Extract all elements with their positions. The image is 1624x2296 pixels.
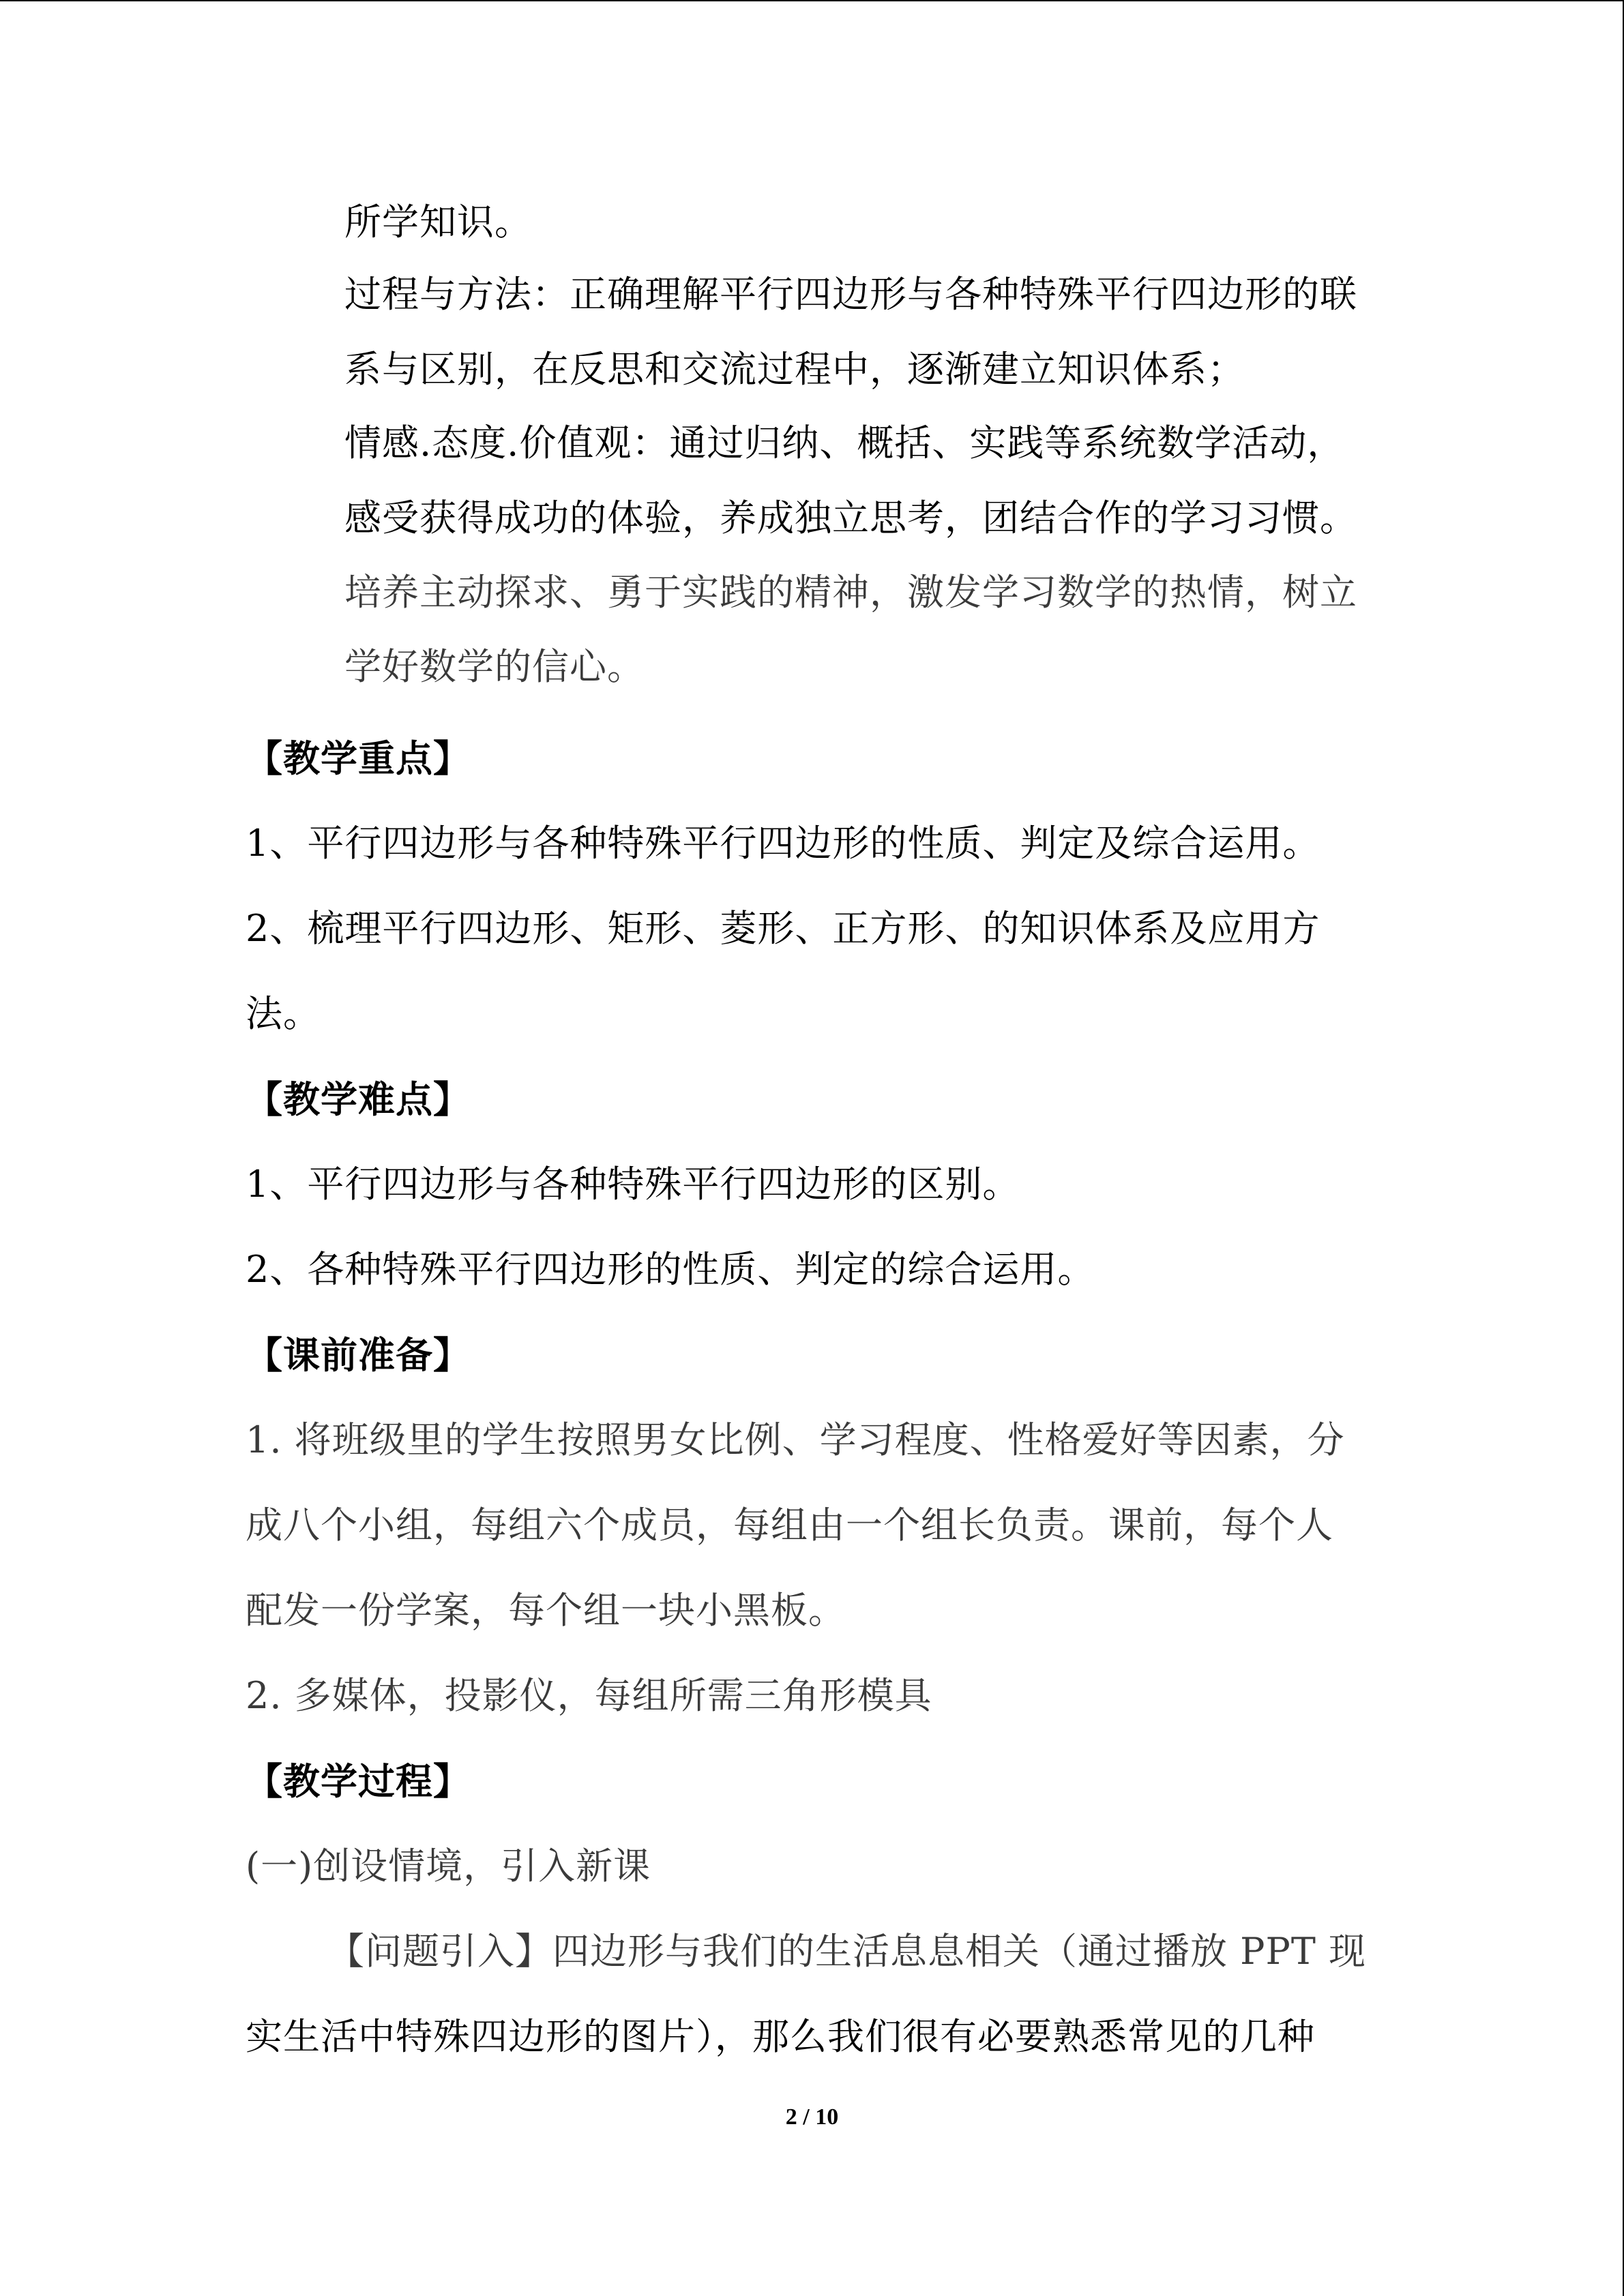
key-points-item-2-line-1: 2、梳理平行四边形、矩形、菱形、正方形、的知识体系及应用方: [246, 907, 1320, 950]
difficulties-item-1: 1、平行四边形与各种特殊平行四边形的区别。: [246, 1163, 1020, 1206]
difficulties-item-2: 2、各种特殊平行四边形的性质、判定的综合运用。: [246, 1248, 1095, 1291]
difficulties-heading: 【教学难点】: [246, 1077, 471, 1121]
page-number: 2 / 10: [785, 2104, 839, 2130]
preparation-item-2: 2. 多媒体，投影仪，每组所需三角形模具: [246, 1674, 932, 1717]
key-points-heading: 【教学重点】: [246, 736, 471, 780]
key-points-item-1: 1、平行四边形与各种特殊平行四边形的性质、判定及综合运用。: [246, 822, 1320, 865]
objectives-line-5: 感受获得成功的体验，养成独立思考，团结合作的学习习惯。: [344, 496, 1357, 539]
key-points-item-2-line-2: 法。: [246, 992, 321, 1035]
objectives-line-1: 所学知识。: [344, 200, 532, 243]
objectives-line-7: 学好数学的信心。: [344, 645, 645, 688]
objectives-line-4: 情感.态度.价值观：通过归纳、概括、实践等系统数学活动，: [344, 421, 1345, 464]
preparation-item-1-line-1: 1. 将班级里的学生按照男女比例、学习程度、性格爱好等因素，分: [246, 1418, 1345, 1461]
process-paragraph-line-2: 实生活中特殊四边形的图片），那么我们很有必要熟悉常见的几种: [246, 2015, 1315, 2058]
process-paragraph-line-1: 【问题引入】四边形与我们的生活息息相关（通过播放 PPT 现: [327, 1930, 1367, 1973]
preparation-heading: 【课前准备】: [246, 1333, 471, 1377]
objectives-line-3: 系与区别，在反思和交流过程中，逐渐建立知识体系；: [344, 348, 1245, 391]
objectives-line-2: 过程与方法：正确理解平行四边形与各种特殊平行四边形的联: [344, 273, 1357, 316]
process-heading: 【教学过程】: [246, 1759, 471, 1803]
preparation-item-1-line-3: 配发一份学案，每个组一块小黑板。: [246, 1589, 846, 1632]
process-subheading: (一)创设情境，引入新课: [246, 1845, 651, 1888]
objectives-line-6: 培养主动探求、勇于实践的精神，激发学习数学的热情，树立: [344, 571, 1357, 614]
preparation-item-1-line-2: 成八个小组，每组六个成员，每组由一个组长负责。课前，每个人: [246, 1504, 1333, 1547]
